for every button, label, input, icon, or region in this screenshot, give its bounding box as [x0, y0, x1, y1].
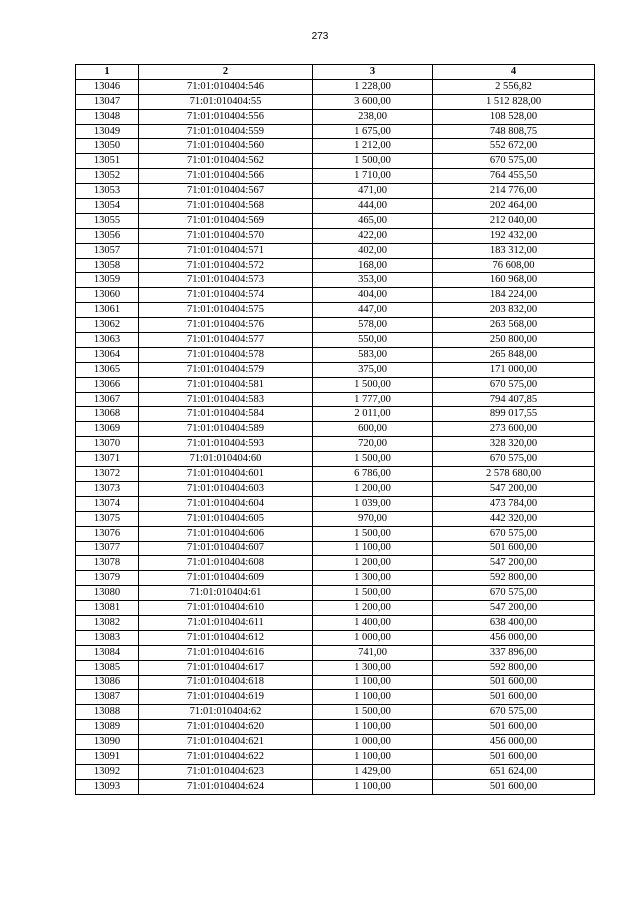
value-cell: 501 600,00 [433, 749, 595, 764]
table-row [76, 213, 595, 228]
area-cell: 1 500,00 [313, 526, 433, 541]
area-cell: 465,00 [313, 213, 433, 228]
table-row [76, 184, 595, 199]
row-number-cell: 13056 [76, 228, 139, 243]
value-cell: 2 578 680,00 [433, 467, 595, 482]
area-cell: 353,00 [313, 273, 433, 288]
value-cell: 265 848,00 [433, 347, 595, 362]
row-number-cell: 13050 [76, 139, 139, 154]
area-cell: 1 300,00 [313, 571, 433, 586]
row-number-cell: 13075 [76, 511, 139, 526]
row-number-cell: 13063 [76, 333, 139, 348]
area-cell: 1 200,00 [313, 556, 433, 571]
row-number-cell: 13064 [76, 347, 139, 362]
table-row [76, 362, 595, 377]
area-cell: 1 500,00 [313, 154, 433, 169]
cadastral-number-cell: 71:01:010404:562 [139, 154, 313, 169]
value-cell: 501 600,00 [433, 720, 595, 735]
table-row [76, 154, 595, 169]
area-cell: 168,00 [313, 258, 433, 273]
cadastral-number-cell: 71:01:010404:621 [139, 735, 313, 750]
row-number-cell: 13070 [76, 437, 139, 452]
table-row [76, 675, 595, 690]
cadastral-number-cell: 71:01:010404:620 [139, 720, 313, 735]
area-cell: 1 100,00 [313, 541, 433, 556]
area-cell: 402,00 [313, 243, 433, 258]
cadastral-number-cell: 71:01:010404:573 [139, 273, 313, 288]
row-number-cell: 13076 [76, 526, 139, 541]
value-cell: 501 600,00 [433, 690, 595, 705]
column-header-3: 3 [313, 65, 433, 80]
value-cell: 473 784,00 [433, 496, 595, 511]
table-row [76, 720, 595, 735]
area-cell: 1 100,00 [313, 749, 433, 764]
area-cell: 741,00 [313, 645, 433, 660]
area-cell: 1 400,00 [313, 615, 433, 630]
area-cell: 600,00 [313, 422, 433, 437]
row-number-cell: 13089 [76, 720, 139, 735]
cadastral-number-cell: 71:01:010404:556 [139, 109, 313, 124]
value-cell: 501 600,00 [433, 541, 595, 556]
table-row [76, 169, 595, 184]
table-row [76, 109, 595, 124]
table-row [76, 94, 595, 109]
cadastral-number-cell: 71:01:010404:604 [139, 496, 313, 511]
area-cell: 471,00 [313, 184, 433, 199]
table-row [76, 199, 595, 214]
cadastral-number-cell: 71:01:010404:607 [139, 541, 313, 556]
area-cell: 6 786,00 [313, 467, 433, 482]
table-row [76, 392, 595, 407]
value-cell: 547 200,00 [433, 601, 595, 616]
value-cell: 670 575,00 [433, 452, 595, 467]
row-number-cell: 13079 [76, 571, 139, 586]
value-cell: 501 600,00 [433, 675, 595, 690]
area-cell: 1 777,00 [313, 392, 433, 407]
value-cell: 184 224,00 [433, 288, 595, 303]
table-header [76, 65, 595, 80]
table-row [76, 422, 595, 437]
cadastral-number-cell: 71:01:010404:624 [139, 779, 313, 794]
area-cell: 1 300,00 [313, 660, 433, 675]
row-number-cell: 13046 [76, 79, 139, 94]
row-number-cell: 13069 [76, 422, 139, 437]
area-cell: 447,00 [313, 303, 433, 318]
cadastral-number-cell: 71:01:010404:576 [139, 318, 313, 333]
row-number-cell: 13087 [76, 690, 139, 705]
table-row [76, 407, 595, 422]
table-row [76, 452, 595, 467]
cadastral-number-cell: 71:01:010404:572 [139, 258, 313, 273]
value-cell: 456 000,00 [433, 735, 595, 750]
cadastral-number-cell: 71:01:010404:609 [139, 571, 313, 586]
value-cell: 76 608,00 [433, 258, 595, 273]
cadastral-number-cell: 71:01:010404:578 [139, 347, 313, 362]
row-number-cell: 13054 [76, 199, 139, 214]
value-cell: 456 000,00 [433, 630, 595, 645]
area-cell: 1 000,00 [313, 735, 433, 750]
cadastral-number-cell: 71:01:010404:560 [139, 139, 313, 154]
cadastral-number-cell: 71:01:010404:574 [139, 288, 313, 303]
cadastral-number-cell: 71:01:010404:616 [139, 645, 313, 660]
value-cell: 552 672,00 [433, 139, 595, 154]
table-row [76, 273, 595, 288]
cadastral-number-cell: 71:01:010404:611 [139, 615, 313, 630]
value-cell: 2 556,82 [433, 79, 595, 94]
cadastral-number-cell: 71:01:010404:579 [139, 362, 313, 377]
value-cell: 1 512 828,00 [433, 94, 595, 109]
area-cell: 3 600,00 [313, 94, 433, 109]
row-number-cell: 13081 [76, 601, 139, 616]
value-cell: 273 600,00 [433, 422, 595, 437]
cadastral-number-cell: 71:01:010404:612 [139, 630, 313, 645]
table-row [76, 556, 595, 571]
table-row [76, 511, 595, 526]
cadastral-number-cell: 71:01:010404:575 [139, 303, 313, 318]
value-cell: 160 968,00 [433, 273, 595, 288]
table-row [76, 705, 595, 720]
cadastral-number-cell: 71:01:010404:610 [139, 601, 313, 616]
data-table [75, 64, 595, 795]
value-cell: 202 464,00 [433, 199, 595, 214]
table-row [76, 79, 595, 94]
table-row [76, 690, 595, 705]
row-number-cell: 13068 [76, 407, 139, 422]
row-number-cell: 13058 [76, 258, 139, 273]
column-header-1: 1 [76, 65, 139, 80]
value-cell: 670 575,00 [433, 586, 595, 601]
cadastral-number-cell: 71:01:010404:617 [139, 660, 313, 675]
row-number-cell: 13092 [76, 764, 139, 779]
row-number-cell: 13049 [76, 124, 139, 139]
value-cell: 651 624,00 [433, 764, 595, 779]
table-row [76, 526, 595, 541]
cadastral-number-cell: 71:01:010404:584 [139, 407, 313, 422]
row-number-cell: 13059 [76, 273, 139, 288]
table-row [76, 645, 595, 660]
table-row [76, 303, 595, 318]
row-number-cell: 13080 [76, 586, 139, 601]
cadastral-number-cell: 71:01:010404:603 [139, 481, 313, 496]
row-number-cell: 13053 [76, 184, 139, 199]
value-cell: 501 600,00 [433, 779, 595, 794]
value-cell: 592 800,00 [433, 660, 595, 675]
area-cell: 375,00 [313, 362, 433, 377]
cadastral-number-cell: 71:01:010404:606 [139, 526, 313, 541]
table-row [76, 318, 595, 333]
table-row [76, 735, 595, 750]
cadastral-number-cell: 71:01:010404:593 [139, 437, 313, 452]
value-cell: 764 455,50 [433, 169, 595, 184]
row-number-cell: 13067 [76, 392, 139, 407]
row-number-cell: 13091 [76, 749, 139, 764]
area-cell: 1 000,00 [313, 630, 433, 645]
area-cell: 720,00 [313, 437, 433, 452]
value-cell: 670 575,00 [433, 377, 595, 392]
row-number-cell: 13074 [76, 496, 139, 511]
table-header-row [76, 65, 595, 80]
area-cell: 1 228,00 [313, 79, 433, 94]
value-cell: 212 040,00 [433, 213, 595, 228]
table-row [76, 228, 595, 243]
table-row [76, 601, 595, 616]
row-number-cell: 13052 [76, 169, 139, 184]
area-cell: 422,00 [313, 228, 433, 243]
cadastral-number-cell: 71:01:010404:577 [139, 333, 313, 348]
value-cell: 748 808,75 [433, 124, 595, 139]
column-header-4: 4 [433, 65, 595, 80]
value-cell: 171 000,00 [433, 362, 595, 377]
area-cell: 1 100,00 [313, 720, 433, 735]
cadastral-number-cell: 71:01:010404:60 [139, 452, 313, 467]
value-cell: 899 017,55 [433, 407, 595, 422]
value-cell: 592 800,00 [433, 571, 595, 586]
table-row [76, 333, 595, 348]
area-cell: 1 100,00 [313, 779, 433, 794]
cadastral-number-cell: 71:01:010404:546 [139, 79, 313, 94]
table-row [76, 571, 595, 586]
row-number-cell: 13072 [76, 467, 139, 482]
area-cell: 1 500,00 [313, 452, 433, 467]
row-number-cell: 13084 [76, 645, 139, 660]
table-body [76, 79, 595, 794]
value-cell: 263 568,00 [433, 318, 595, 333]
area-cell: 583,00 [313, 347, 433, 362]
table-row [76, 258, 595, 273]
cadastral-number-cell: 71:01:010404:62 [139, 705, 313, 720]
area-cell: 1 675,00 [313, 124, 433, 139]
cadastral-number-cell: 71:01:010404:619 [139, 690, 313, 705]
table-row [76, 764, 595, 779]
table-row [76, 288, 595, 303]
row-number-cell: 13047 [76, 94, 139, 109]
area-cell: 1 200,00 [313, 481, 433, 496]
table-row [76, 586, 595, 601]
area-cell: 970,00 [313, 511, 433, 526]
value-cell: 547 200,00 [433, 556, 595, 571]
table-row [76, 481, 595, 496]
area-cell: 1 429,00 [313, 764, 433, 779]
table-row [76, 139, 595, 154]
area-cell: 238,00 [313, 109, 433, 124]
cadastral-number-cell: 71:01:010404:568 [139, 199, 313, 214]
cadastral-number-cell: 71:01:010404:567 [139, 184, 313, 199]
row-number-cell: 13066 [76, 377, 139, 392]
cadastral-number-cell: 71:01:010404:583 [139, 392, 313, 407]
cadastral-number-cell: 71:01:010404:618 [139, 675, 313, 690]
area-cell: 1 212,00 [313, 139, 433, 154]
row-number-cell: 13071 [76, 452, 139, 467]
table-row [76, 467, 595, 482]
value-cell: 337 896,00 [433, 645, 595, 660]
area-cell: 1 500,00 [313, 586, 433, 601]
row-number-cell: 13088 [76, 705, 139, 720]
cadastral-number-cell: 71:01:010404:61 [139, 586, 313, 601]
table-row [76, 615, 595, 630]
row-number-cell: 13061 [76, 303, 139, 318]
cadastral-number-cell: 71:01:010404:571 [139, 243, 313, 258]
row-number-cell: 13078 [76, 556, 139, 571]
cadastral-number-cell: 71:01:010404:559 [139, 124, 313, 139]
cadastral-number-cell: 71:01:010404:623 [139, 764, 313, 779]
row-number-cell: 13057 [76, 243, 139, 258]
value-cell: 183 312,00 [433, 243, 595, 258]
cadastral-number-cell: 71:01:010404:581 [139, 377, 313, 392]
table-row [76, 541, 595, 556]
cadastral-number-cell: 71:01:010404:608 [139, 556, 313, 571]
row-number-cell: 13073 [76, 481, 139, 496]
page-number: 273 [311, 31, 329, 42]
table-row [76, 749, 595, 764]
value-cell: 250 800,00 [433, 333, 595, 348]
value-cell: 442 320,00 [433, 511, 595, 526]
cadastral-number-cell: 71:01:010404:601 [139, 467, 313, 482]
value-cell: 638 400,00 [433, 615, 595, 630]
row-number-cell: 13083 [76, 630, 139, 645]
table-row [76, 243, 595, 258]
area-cell: 404,00 [313, 288, 433, 303]
area-cell: 550,00 [313, 333, 433, 348]
area-cell: 2 011,00 [313, 407, 433, 422]
area-cell: 444,00 [313, 199, 433, 214]
value-cell: 547 200,00 [433, 481, 595, 496]
value-cell: 328 320,00 [433, 437, 595, 452]
row-number-cell: 13082 [76, 615, 139, 630]
row-number-cell: 13051 [76, 154, 139, 169]
value-cell: 670 575,00 [433, 526, 595, 541]
value-cell: 670 575,00 [433, 705, 595, 720]
table-row [76, 347, 595, 362]
row-number-cell: 13086 [76, 675, 139, 690]
column-header-2: 2 [139, 65, 313, 80]
row-number-cell: 13090 [76, 735, 139, 750]
cadastral-number-cell: 71:01:010404:570 [139, 228, 313, 243]
value-cell: 203 832,00 [433, 303, 595, 318]
table-row [76, 437, 595, 452]
row-number-cell: 13093 [76, 779, 139, 794]
row-number-cell: 13085 [76, 660, 139, 675]
cadastral-number-cell: 71:01:010404:622 [139, 749, 313, 764]
cadastral-number-cell: 71:01:010404:589 [139, 422, 313, 437]
area-cell: 1 710,00 [313, 169, 433, 184]
row-number-cell: 13048 [76, 109, 139, 124]
cadastral-number-cell: 71:01:010404:566 [139, 169, 313, 184]
row-number-cell: 13062 [76, 318, 139, 333]
table-row [76, 630, 595, 645]
row-number-cell: 13055 [76, 213, 139, 228]
value-cell: 794 407,85 [433, 392, 595, 407]
row-number-cell: 13065 [76, 362, 139, 377]
value-cell: 192 432,00 [433, 228, 595, 243]
table-row [76, 779, 595, 794]
value-cell: 108 528,00 [433, 109, 595, 124]
area-cell: 1 500,00 [313, 705, 433, 720]
row-number-cell: 13077 [76, 541, 139, 556]
cadastral-number-cell: 71:01:010404:55 [139, 94, 313, 109]
cadastral-number-cell: 71:01:010404:569 [139, 213, 313, 228]
area-cell: 1 039,00 [313, 496, 433, 511]
area-cell: 578,00 [313, 318, 433, 333]
table-row [76, 660, 595, 675]
row-number-cell: 13060 [76, 288, 139, 303]
value-cell: 214 776,00 [433, 184, 595, 199]
area-cell: 1 200,00 [313, 601, 433, 616]
area-cell: 1 100,00 [313, 675, 433, 690]
value-cell: 670 575,00 [433, 154, 595, 169]
table-row [76, 124, 595, 139]
table-row [76, 496, 595, 511]
cadastral-number-cell: 71:01:010404:605 [139, 511, 313, 526]
table-row [76, 377, 595, 392]
area-cell: 1 100,00 [313, 690, 433, 705]
area-cell: 1 500,00 [313, 377, 433, 392]
